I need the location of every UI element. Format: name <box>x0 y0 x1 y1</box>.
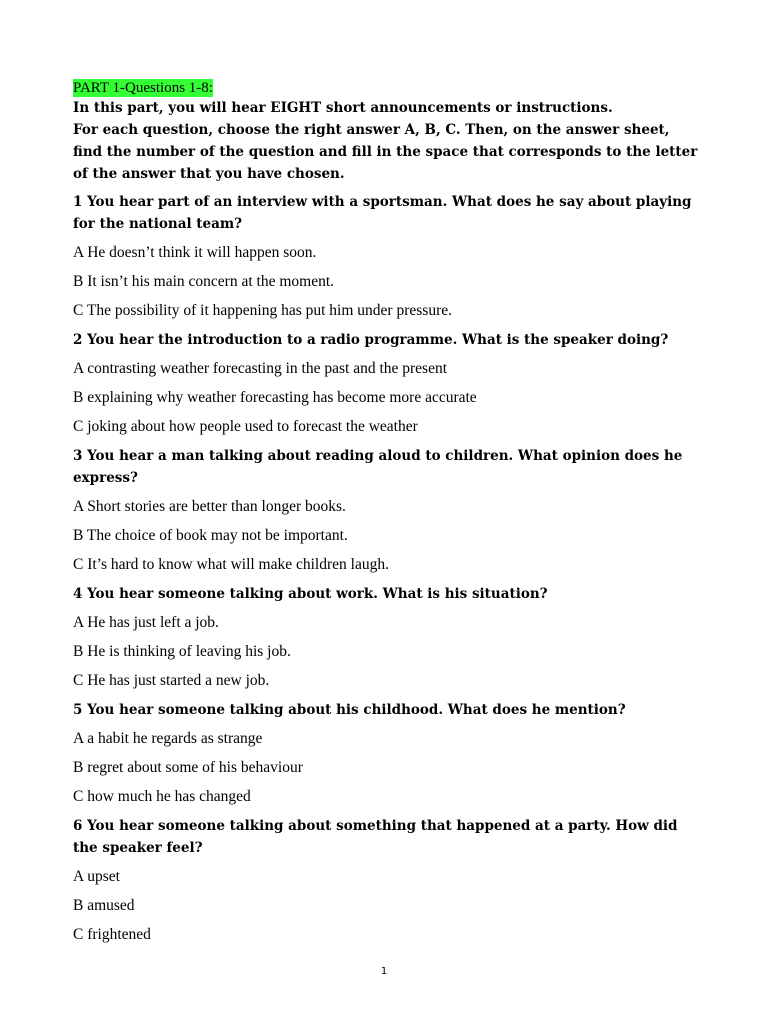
document-body <box>73 77 701 953</box>
question-text: 2 You hear the introduction to a radio programme. What is the speaker doing? <box>73 332 669 348</box>
option-b: B He is thinking of leaving his job. <box>73 643 291 660</box>
option-b: B The choice of book may not be important. <box>73 527 348 544</box>
question-5 <box>73 699 701 808</box>
question-6 <box>73 815 701 946</box>
question-text: 4 You hear someone talking about work. What is his situation? <box>73 586 548 602</box>
option-a: A He doesn’t think it will happen soon. <box>73 244 317 261</box>
option-c: C It’s hard to know what will make children laugh. <box>73 556 389 573</box>
question-3 <box>73 445 701 576</box>
question-1 <box>73 191 701 322</box>
question-text: 3 You hear a man talking about reading aloud to children. What opinion does he express? <box>73 448 683 486</box>
question-text: 6 You hear someone talking about something that happened at a party. How did the speaker feel? <box>73 818 678 856</box>
question-text: 5 You hear someone talking about his childhood. What does he mention? <box>73 702 626 718</box>
option-c: C joking about how people used to forecast the weather <box>73 418 418 435</box>
option-a: A He has just left a job. <box>73 614 219 631</box>
part-instruction-2: For each question, choose the right answer A, B, C. Then, on the answer sheet, find the number of the question and fill in the space that corresponds to the letter of the answer that you have chosen. <box>73 122 698 182</box>
option-c: C how much he has changed <box>73 788 251 805</box>
question-2 <box>73 329 701 438</box>
option-a: A Short stories are better than longer books. <box>73 498 346 515</box>
part-instruction-1: In this part, you will hear EIGHT short announcements or instructions. <box>73 100 613 116</box>
option-b: B It isn’t his main concern at the moment. <box>73 273 335 290</box>
part-heading: PART 1-Questions 1-8: <box>73 80 213 96</box>
option-a: A a habit he regards as strange <box>73 730 263 747</box>
option-c: C The possibility of it happening has put him under pressure. <box>73 302 452 319</box>
question-text: 1 You hear part of an interview with a sportsman. What does he say about playing for the national team? <box>73 194 692 232</box>
option-a: A contrasting weather forecasting in the past and the present <box>73 360 448 377</box>
page-number: 1 <box>380 966 388 977</box>
option-c: C He has just started a new job. <box>73 672 270 689</box>
question-4 <box>73 583 701 692</box>
option-b: B amused <box>73 897 135 914</box>
part-heading-row <box>73 77 701 97</box>
option-a: A upset <box>73 868 120 885</box>
option-b: B regret about some of his behaviour <box>73 759 303 776</box>
option-b: B explaining why weather forecasting has become more accurate <box>73 389 477 406</box>
option-c: C frightened <box>73 926 151 943</box>
